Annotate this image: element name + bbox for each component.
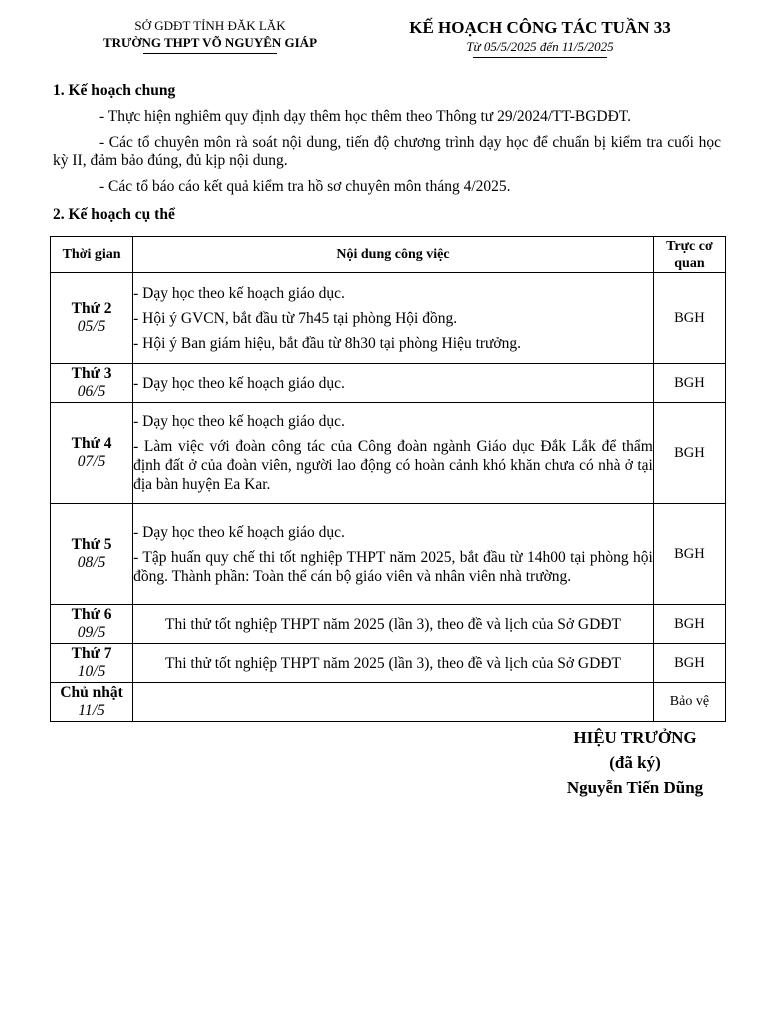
- title-underline: [473, 57, 607, 58]
- day-name: Thứ 3: [71, 365, 112, 382]
- header-duty: Trực cơ quan: [653, 237, 725, 273]
- day-date: 08/5: [77, 554, 106, 571]
- day-name: Thứ 7: [71, 645, 112, 662]
- signature-block: [540, 725, 730, 800]
- work-cell: [133, 644, 654, 683]
- table-row: [51, 504, 726, 605]
- header-time: Thời gian: [51, 237, 133, 273]
- duty-cell: BGH: [653, 644, 725, 683]
- section2-heading: 2. Kế hoạch cụ thể: [53, 206, 175, 223]
- day-date: 11/5: [78, 702, 105, 719]
- signer-name: Nguyễn Tiến Dũng: [566, 778, 704, 797]
- day-cell: [51, 403, 133, 504]
- work-cell: [133, 683, 654, 722]
- general-plan-section: [53, 80, 721, 230]
- title-block: [400, 17, 680, 58]
- duty-cell: BGH: [653, 504, 725, 605]
- day-cell: [51, 605, 133, 644]
- table-row: [51, 273, 726, 364]
- day-cell: [51, 273, 133, 364]
- document-title: KẾ HOẠCH CÔNG TÁC TUẦN 33: [409, 18, 671, 37]
- day-name: Thứ 5: [71, 536, 112, 553]
- work-item: - Dạy học theo kế hoạch giáo dục.: [133, 374, 345, 392]
- work-item: - Dạy học theo kế hoạch giáo dục.: [133, 523, 345, 541]
- day-name: Thứ 2: [71, 300, 112, 317]
- work-item: Thi thử tốt nghiệp THPT năm 2025 (lần 3), theo đề và lịch của Sở GDĐT: [165, 654, 621, 672]
- duty-cell: BGH: [653, 273, 725, 364]
- table-row: [51, 403, 726, 504]
- day-cell: [51, 683, 133, 722]
- table-header-row: [51, 237, 726, 273]
- work-item: - Hội ý Ban giám hiệu, bắt đầu từ 8h30 tại phòng Hiệu trưởng.: [133, 334, 522, 352]
- date-range: Từ 05/5/2025 đến 11/5/2025: [466, 39, 614, 54]
- table-row: [51, 364, 726, 403]
- work-cell: [133, 605, 654, 644]
- table-row: [51, 644, 726, 683]
- day-name: Chủ nhật: [60, 684, 123, 701]
- work-cell: [133, 273, 654, 364]
- work-item: - Hội ý GVCN, bắt đầu từ 7h45 tại phòng Hội đồng.: [133, 309, 458, 327]
- work-item: - Làm việc với đoàn công tác của Công đoàn ngành Giáo dục Đắk Lắk để thẩm định đất ở của đoàn viên, người lao động có hoàn cảnh khó khăn chưa có nhà ở tại địa bàn huyện Ea Kar.: [133, 438, 653, 493]
- general-plan-item: - Các tổ chuyên môn rà soát nội dung, tiến độ chương trình dạy học để chuẩn bị kiểm tra cuối học kỳ II, đảm bảo đúng, đủ kịp nội dung.: [53, 134, 721, 169]
- day-date: 06/5: [77, 383, 106, 400]
- duty-cell: BGH: [653, 364, 725, 403]
- issuer-block: [80, 17, 340, 54]
- duty-cell: BGH: [653, 605, 725, 644]
- day-cell: [51, 364, 133, 403]
- day-cell: [51, 504, 133, 605]
- issuer-underline: [143, 53, 277, 54]
- day-name: Thứ 4: [71, 435, 112, 452]
- day-name: Thứ 6: [71, 606, 112, 623]
- duty-cell: Bảo vệ: [653, 683, 725, 722]
- signer-title: HIỆU TRƯỞNG: [573, 728, 697, 747]
- work-item: - Tập huấn quy chế thi tốt nghiệp THPT năm 2025, bắt đầu từ 14h00 tại phòng hội đồng. Thành phần: Toàn thể cán bộ giáo viên và nhân viên nhà trường.: [133, 548, 653, 585]
- section1-heading: 1. Kế hoạch chung: [53, 82, 176, 99]
- work-cell: [133, 403, 654, 504]
- table-row: [51, 605, 726, 644]
- work-item: - Dạy học theo kế hoạch giáo dục.: [133, 284, 345, 302]
- work-cell: [133, 504, 654, 605]
- general-plan-item: - Thực hiện nghiêm quy định dạy thêm học thêm theo Thông tư 29/2024/TT-BGDĐT.: [99, 108, 631, 125]
- day-cell: [51, 644, 133, 683]
- day-date: 10/5: [77, 663, 106, 680]
- day-date: 09/5: [77, 624, 106, 641]
- department-name: SỞ GDĐT TỈNH ĐĂK LĂK: [134, 18, 286, 33]
- school-name: TRƯỜNG THPT VÕ NGUYÊN GIÁP: [102, 35, 318, 50]
- work-cell: [133, 364, 654, 403]
- duty-cell: BGH: [653, 403, 725, 504]
- day-date: 07/5: [77, 453, 106, 470]
- general-plan-item: - Các tổ báo cáo kết quả kiểm tra hồ sơ chuyên môn tháng 4/2025.: [99, 178, 511, 195]
- table-row: [51, 683, 726, 722]
- work-item: Thi thử tốt nghiệp THPT năm 2025 (lần 3), theo đề và lịch của Sở GDĐT: [165, 615, 621, 633]
- day-date: 05/5: [77, 318, 106, 335]
- work-item: - Dạy học theo kế hoạch giáo dục.: [133, 413, 345, 430]
- header-work: Nội dung công việc: [133, 237, 654, 273]
- signature-note: (đã ký): [609, 753, 661, 772]
- schedule-table: [50, 236, 726, 722]
